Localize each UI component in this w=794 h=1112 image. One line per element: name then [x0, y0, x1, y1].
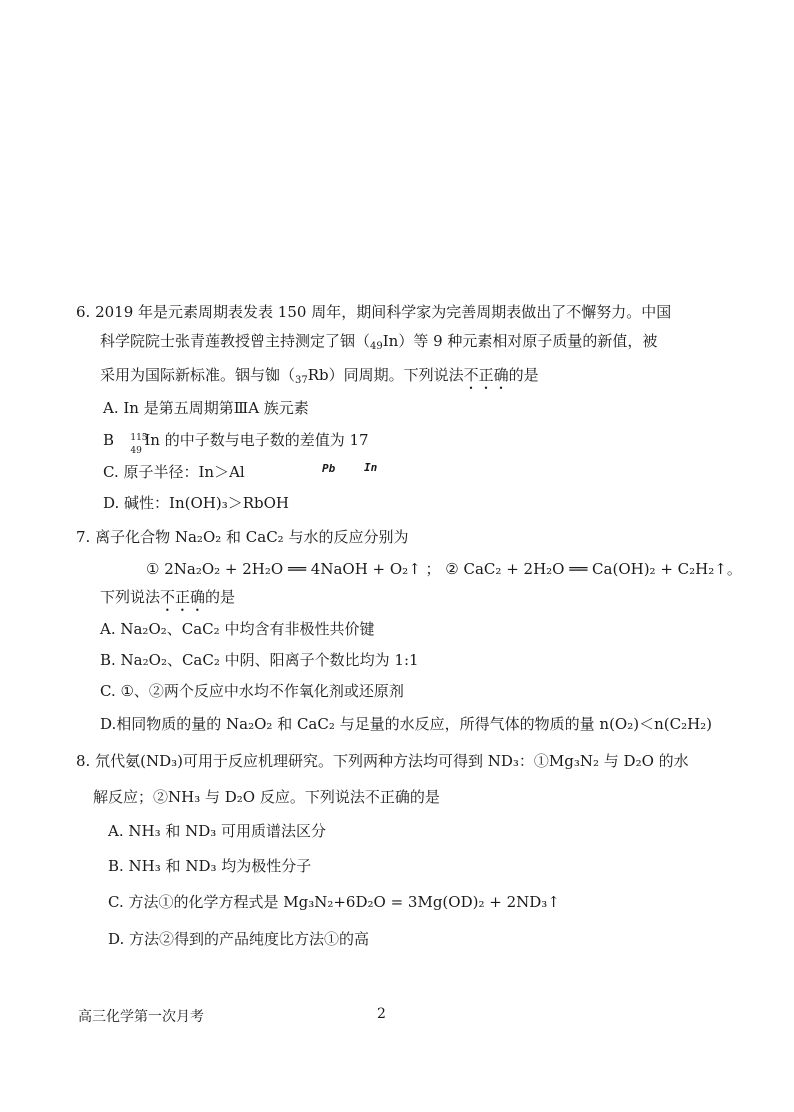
q6-line2: 科学院院士张青莲教授曾主持测定了铟$(_{49}In)$等 9 种元素相对原子质量的新值，被	[100, 332, 658, 352]
handwritten-note-in: In	[364, 461, 378, 474]
page-number: 2	[377, 1006, 386, 1022]
indium-isotope-notation: 115 49	[130, 433, 148, 456]
q6-option-b: B 115 49 In 的中子数与电子数的差值为 17	[103, 431, 369, 456]
q8-option-d: D. 方法②得到的产品纯度比方法①的高	[108, 930, 370, 948]
q6-option-a: A. In 是第五周期第ⅢA 族元素	[103, 399, 309, 417]
q7-number: 7.	[76, 528, 91, 546]
q7-option-c: C. ①、②两个反应中水均不作氧化剂或还原剂	[100, 682, 404, 700]
q8-number: 8.	[76, 752, 91, 770]
emphasis-not-correct: 不正确	[160, 588, 206, 606]
q8-option-b: B. NH₃ 和 ND₃ 均为极性分子	[108, 857, 312, 875]
q7-line1: 7. 离子化合物 Na₂O₂ 和 CaC₂ 与水的反应分别为	[76, 528, 409, 546]
q7-option-d: D.相同物质的量的 Na₂O₂ 和 CaC₂ 与足量的水反应，所得气体的物质的量 n(O₂)＜n(C₂H₂)	[100, 715, 713, 733]
q8-line2: 解反应；②NH₃ 与 D₂O 反应。下列说法不正确的是	[93, 788, 440, 806]
handwritten-note-pb: Pb	[322, 462, 336, 475]
q7-option-a: A. Na₂O₂、CaC₂ 中均含有非极性共价键	[100, 620, 375, 638]
q6-number: 6.	[76, 303, 91, 321]
q7-equations: ① 2Na₂O₂ + 2H₂O ══ 4NaOH + O₂↑ ； ② CaC₂ + 2H₂O ══ Ca(OH)₂ + C₂H₂↑。	[146, 560, 742, 578]
q8-option-c: C. 方法①的化学方程式是 Mg₃N₂+6D₂O = 3Mg(OD)₂ + 2ND₃↑	[108, 893, 560, 911]
q7-option-b: B. Na₂O₂、CaC₂ 中阴、阳离子个数比均为 1:1	[100, 651, 419, 669]
q6-option-d: D. 碱性：In(OH)₃＞RbOH	[103, 494, 289, 512]
emphasis-not-correct: 不正确	[463, 366, 509, 384]
q7-stem: 下列说法不正确的是	[100, 588, 236, 606]
q8-option-a: A. NH₃ 和 ND₃ 可用质谱法区分	[108, 822, 327, 840]
q6-line3: 采用为国际新标准。铟与铷$(_{37}Rb)$同周期。下列说法不正确的是	[100, 366, 539, 386]
q6-option-c: C. 原子半径：In＞Al	[103, 463, 245, 481]
q6-line1: 6. 2019 年是元素周期表发表 150 周年，期间科学家为完善周期表做出了不懈努力。中国	[76, 303, 672, 321]
q8-line1: 8. 氘代氨(ND₃)可用于反应机理研究。下列两种方法均可得到 ND₃：①Mg₃N₂ 与 D₂O 的水	[76, 752, 689, 770]
footer-exam-title: 高三化学第一次月考	[78, 1009, 204, 1025]
